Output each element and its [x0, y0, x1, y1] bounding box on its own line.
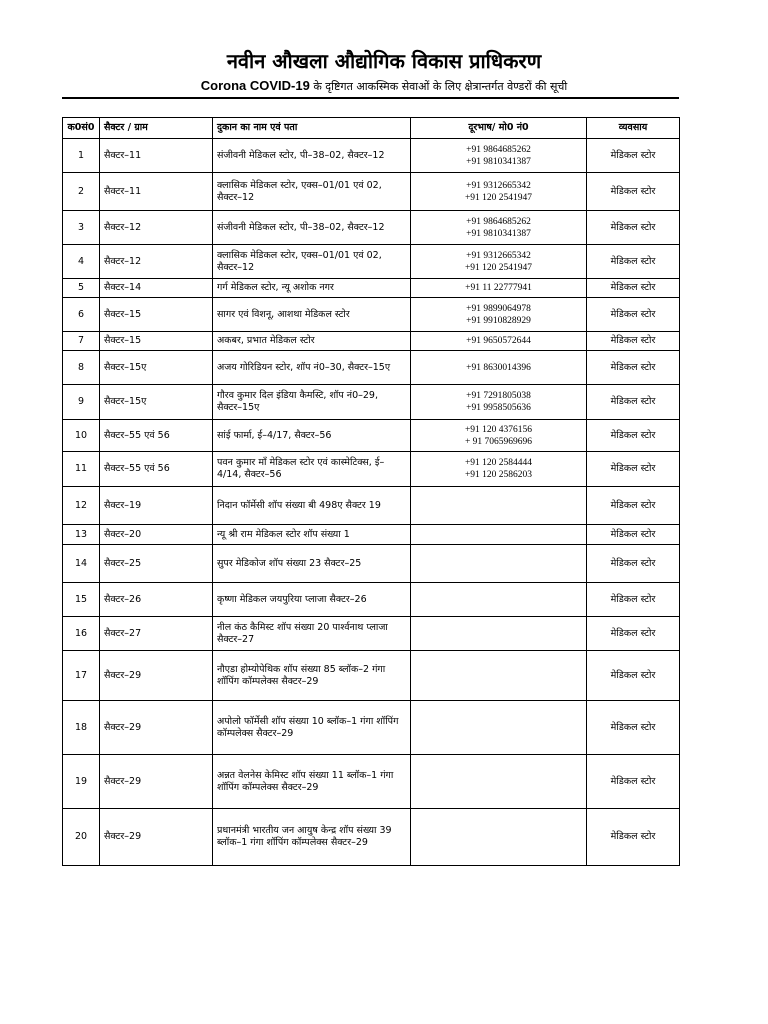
row-serial-number: 14	[63, 545, 100, 583]
phone-number: +91 120 2541947	[464, 262, 533, 273]
row-serial-number: 5	[63, 279, 100, 298]
row-phone-numbers	[411, 525, 587, 545]
row-shop-name-address: न्यू श्री राम मेडिकल स्टोर शॉप संख्या 1	[213, 525, 411, 545]
header-phone: दूरभाष/ मो0 नं0	[411, 118, 587, 139]
table-row	[63, 139, 680, 173]
row-serial-number: 9	[63, 385, 100, 420]
row-business-type: मेडिकल स्टोर	[587, 583, 680, 617]
phone-number: +91 120 2586203	[464, 470, 533, 480]
row-serial-number: 3	[63, 211, 100, 245]
row-phone-numbers	[411, 332, 587, 351]
row-sector: सैक्टर–14	[100, 279, 213, 298]
row-serial-number: 12	[63, 487, 100, 525]
subtitle-text: के दृष्टिगत आकस्मिक सेवाओं के लिए क्षेत्रान्तर्गत वेण्डरों की सूची	[309, 80, 568, 93]
phone-number: +91 9958505636	[466, 403, 531, 413]
table-row	[63, 487, 680, 525]
row-serial-number: 11	[63, 452, 100, 487]
row-phone-numbers	[411, 211, 587, 245]
row-business-type: मेडिकल स्टोर	[587, 279, 680, 298]
row-phone-numbers	[411, 420, 587, 452]
row-sector: सैक्टर–26	[100, 583, 213, 617]
row-business-type: मेडिकल स्टोर	[587, 351, 680, 385]
row-serial-number: 4	[63, 245, 100, 279]
row-sector: सैक्टर–12	[100, 211, 213, 245]
row-serial-number: 17	[63, 651, 100, 701]
document-subtitle	[0, 78, 768, 95]
row-serial-number: 7	[63, 332, 100, 351]
row-business-type: मेडिकल स्टोर	[587, 651, 680, 701]
table-row	[63, 545, 680, 583]
row-shop-name-address: सागर एवं विशनू, आशथा मेडिकल स्टोर	[213, 298, 411, 332]
row-phone-numbers	[411, 809, 587, 866]
row-phone-numbers	[411, 385, 587, 420]
row-serial-number: 20	[63, 809, 100, 866]
row-shop-name-address: अजय गोरिडियन स्टोर, शॉप नं0–30, सैक्टर–15ए	[213, 351, 411, 385]
table-row	[63, 617, 680, 651]
row-shop-name-address: संजीवनी मेडिकल स्टोर, पी–38–02, सैक्टर–12	[213, 211, 411, 245]
row-serial-number: 16	[63, 617, 100, 651]
row-shop-name-address: कृष्णा मेडिकल जयपुरिया प्लाजा सैक्टर–26	[213, 583, 411, 617]
row-shop-name-address: क्लासिक मेडिकल स्टोर, एक्स–01/01 एवं 02, सैक्टर–12	[213, 245, 411, 279]
phone-number: +91 9810341387	[466, 228, 531, 239]
row-serial-number: 13	[63, 525, 100, 545]
phone-number: +91 120 2584444	[464, 458, 533, 468]
row-sector: सैक्टर–55 एवं 56	[100, 452, 213, 487]
phone-number: +91 9864685262	[466, 144, 531, 155]
row-sector: सैक्टर–15ए	[100, 385, 213, 420]
table-row	[63, 701, 680, 755]
table-row	[63, 525, 680, 545]
row-sector: सैक्टर–15	[100, 298, 213, 332]
row-phone-numbers	[411, 487, 587, 525]
row-serial-number: 1	[63, 139, 100, 173]
row-business-type: मेडिकल स्टोर	[587, 385, 680, 420]
row-phone-numbers	[411, 279, 587, 298]
row-phone-numbers	[411, 583, 587, 617]
row-shop-name-address: गर्ग मेडिकल स्टोर, न्यू अशोक नगर	[213, 279, 411, 298]
header-business: व्यवसाय	[587, 118, 680, 139]
vendor-table-body	[63, 139, 680, 866]
row-business-type: मेडिकल स्टोर	[587, 487, 680, 525]
row-business-type: मेडिकल स्टोर	[587, 211, 680, 245]
phone-number: + 91 7065969696	[464, 436, 533, 447]
row-shop-name-address: अन्नत वेलनेस केमिस्ट शॉप संख्या 11 ब्लॉक–1 गंगा शॉपिंग कॉम्पलेक्स सैक्टर–29	[213, 755, 411, 809]
phone-number: +91 9312665342	[466, 250, 531, 261]
header-sno: क0सं0	[63, 118, 100, 139]
row-serial-number: 8	[63, 351, 100, 385]
row-shop-name-address: सुपर मेडिकोज शॉप संख्या 23 सैक्टर–25	[213, 545, 411, 583]
row-serial-number: 15	[63, 583, 100, 617]
table-row	[63, 385, 680, 420]
row-serial-number: 19	[63, 755, 100, 809]
row-serial-number: 6	[63, 298, 100, 332]
row-serial-number: 10	[63, 420, 100, 452]
row-shop-name-address: नील कंठ कैमिस्ट शॉप संख्या 20 पार्श्वनाथ प्लाजा सैक्टर–27	[213, 617, 411, 651]
vendor-table	[62, 117, 680, 866]
row-business-type: मेडिकल स्टोर	[587, 139, 680, 173]
row-sector: सैक्टर–19	[100, 487, 213, 525]
table-row	[63, 173, 680, 211]
table-row	[63, 809, 680, 866]
row-sector: सैक्टर–12	[100, 245, 213, 279]
row-phone-numbers	[411, 139, 587, 173]
row-sector: सैक्टर–29	[100, 701, 213, 755]
phone-number: +91 7291805038	[466, 391, 531, 401]
row-business-type: मेडिकल स्टोर	[587, 332, 680, 351]
row-business-type: मेडिकल स्टोर	[587, 755, 680, 809]
row-serial-number: 18	[63, 701, 100, 755]
title-divider	[62, 97, 679, 99]
phone-number: +91 120 2541947	[464, 192, 533, 203]
row-business-type: मेडिकल स्टोर	[587, 245, 680, 279]
row-sector: सैक्टर–15ए	[100, 351, 213, 385]
phone-number: +91 9899064978	[466, 303, 531, 314]
phone-number: +91 11 22777941	[465, 283, 532, 293]
table-row	[63, 420, 680, 452]
row-phone-numbers	[411, 452, 587, 487]
row-business-type: मेडिकल स्टोर	[587, 420, 680, 452]
row-sector: सैक्टर–11	[100, 173, 213, 211]
row-shop-name-address: संजीवनी मेडिकल स्टोर, पी–38–02, सैक्टर–12	[213, 139, 411, 173]
row-phone-numbers	[411, 245, 587, 279]
phone-number: +91 8630014396	[466, 362, 531, 373]
table-header-row	[63, 118, 680, 139]
table-row	[63, 211, 680, 245]
row-business-type: मेडिकल स्टोर	[587, 173, 680, 211]
row-shop-name-address: गौरव कुमार दिल इंडिया कैमस्टि, शॉप नं0–29, सैक्टर–15ए	[213, 385, 411, 420]
row-shop-name-address: निदान फॉर्मेसी शॉप संख्या बी 498ए सैक्टर 19	[213, 487, 411, 525]
row-sector: सैक्टर–29	[100, 809, 213, 866]
row-business-type: मेडिकल स्टोर	[587, 809, 680, 866]
row-business-type: मेडिकल स्टोर	[587, 452, 680, 487]
row-shop-name-address: अपोलो फॉर्मेसी शॉप संख्या 10 ब्लॉक–1 गंगा शॉपिंग कॉम्पलेक्स सैक्टर–29	[213, 701, 411, 755]
header-shop: दुकान का नाम एवं पता	[213, 118, 411, 139]
subtitle-covid-label: Corona COVID-19	[200, 78, 310, 93]
row-phone-numbers	[411, 755, 587, 809]
table-row	[63, 583, 680, 617]
row-shop-name-address: क्लासिक मेडिकल स्टोर, एक्स–01/01 एवं 02, सैक्टर–12	[213, 173, 411, 211]
row-shop-name-address: पवन कुमार माँ मेडिकल स्टोर एवं कास्मेटिक्स, ई–4/14, सैक्टर–56	[213, 452, 411, 487]
row-sector: सैक्टर–55 एवं 56	[100, 420, 213, 452]
phone-number: +91 9910828929	[466, 315, 531, 326]
row-phone-numbers	[411, 651, 587, 701]
row-business-type: मेडिकल स्टोर	[587, 545, 680, 583]
row-business-type: मेडिकल स्टोर	[587, 701, 680, 755]
table-row	[63, 245, 680, 279]
table-row	[63, 755, 680, 809]
phone-number: +91 120 4376156	[464, 424, 533, 435]
phone-number: +91 9312665342	[466, 180, 531, 191]
row-sector: सैक्टर–11	[100, 139, 213, 173]
document-title: नवीन औखला औद्योगिक विकास प्राधिकरण	[226, 49, 542, 73]
header-sector: सैक्टर / ग्राम	[100, 118, 213, 139]
row-sector: सैक्टर–29	[100, 755, 213, 809]
row-sector: सैक्टर–15	[100, 332, 213, 351]
row-shop-name-address: नौएडा होम्योपेथिक शॉप संख्या 85 ब्लॉक–2 गंगा शॉपिंग कॉम्पलेक्स सैक्टर–29	[213, 651, 411, 701]
table-row	[63, 452, 680, 487]
table-row	[63, 332, 680, 351]
row-phone-numbers	[411, 701, 587, 755]
row-phone-numbers	[411, 617, 587, 651]
row-business-type: मेडिकल स्टोर	[587, 617, 680, 651]
row-phone-numbers	[411, 545, 587, 583]
phone-number: +91 9650572644	[466, 336, 531, 346]
table-row	[63, 351, 680, 385]
phone-number: +91 9864685262	[466, 216, 531, 227]
row-shop-name-address: सांई फार्मा, ई–4/17, सैक्टर–56	[213, 420, 411, 452]
table-row	[63, 298, 680, 332]
row-shop-name-address: अकबर, प्रभात मेडिकल स्टोर	[213, 332, 411, 351]
row-sector: सैक्टर–20	[100, 525, 213, 545]
row-phone-numbers	[411, 298, 587, 332]
row-phone-numbers	[411, 173, 587, 211]
row-business-type: मेडिकल स्टोर	[587, 525, 680, 545]
row-business-type: मेडिकल स्टोर	[587, 298, 680, 332]
row-phone-numbers	[411, 351, 587, 385]
row-serial-number: 2	[63, 173, 100, 211]
table-row	[63, 279, 680, 298]
table-row	[63, 651, 680, 701]
row-sector: सैक्टर–27	[100, 617, 213, 651]
row-sector: सैक्टर–25	[100, 545, 213, 583]
phone-number: +91 9810341387	[466, 156, 531, 167]
row-shop-name-address: प्रधानमंत्री भारतीय जन आयुष केन्द्र शॉप संख्या 39 ब्लॉक–1 गंगा शॉपिंग कॉम्पलेक्स सैक्टर–29	[213, 809, 411, 866]
row-sector: सैक्टर–29	[100, 651, 213, 701]
